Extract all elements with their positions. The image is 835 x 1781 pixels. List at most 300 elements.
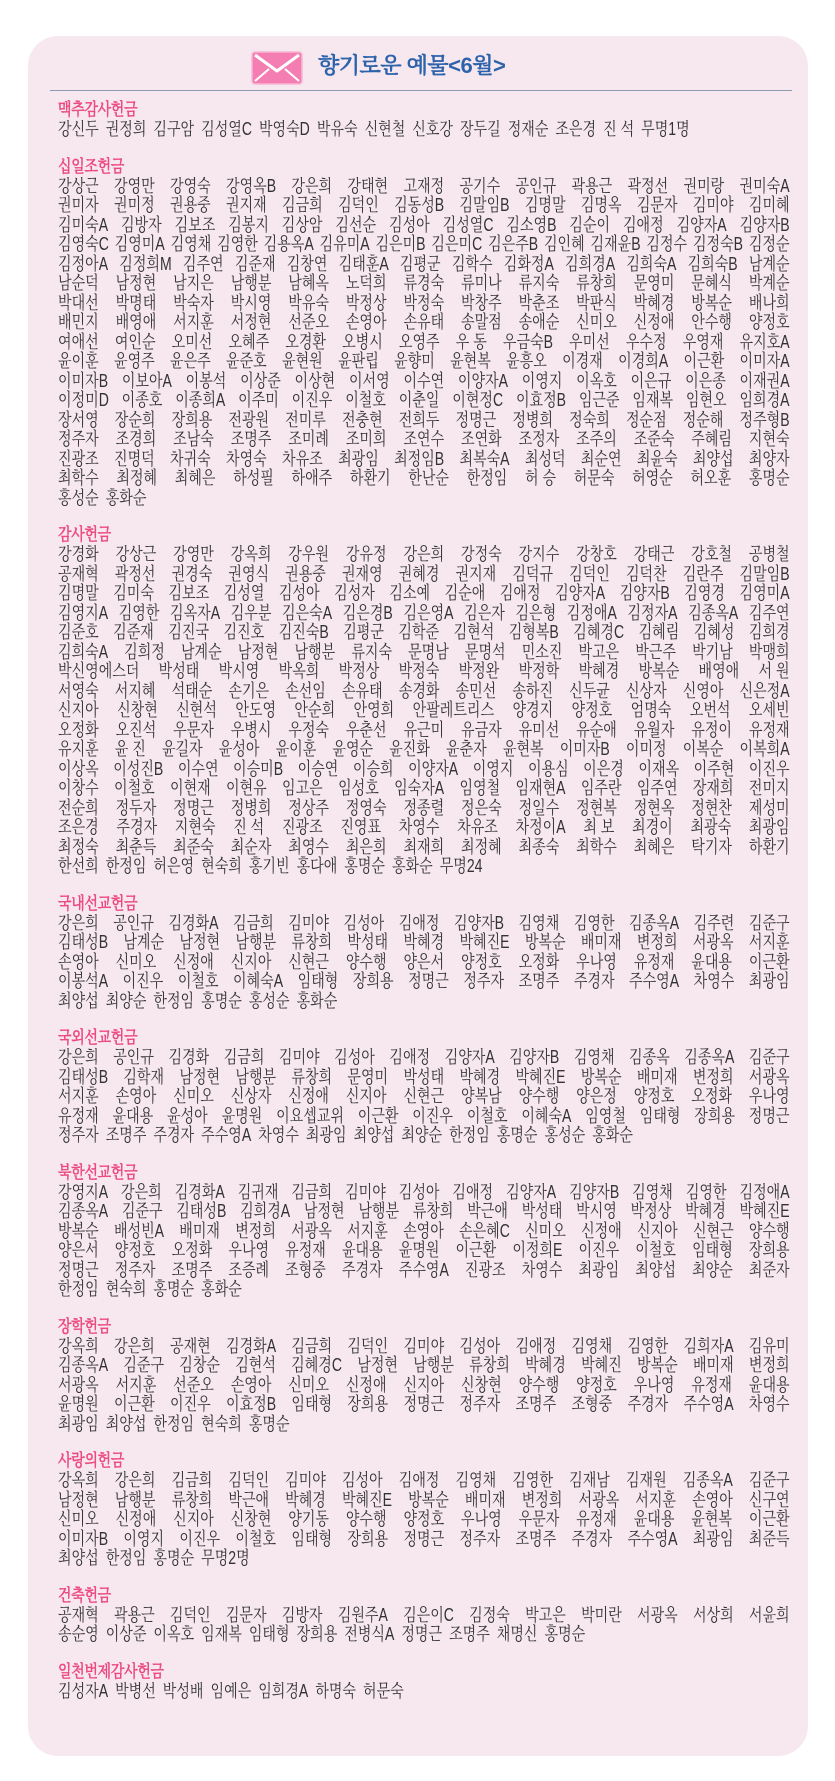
donor-name: 차유조 bbox=[282, 448, 323, 469]
donor-name: 서영숙 bbox=[58, 680, 99, 701]
donor-name: 김영채 bbox=[518, 913, 560, 933]
donor-name: 최양섭 bbox=[58, 1548, 99, 1568]
name-row bbox=[58, 1510, 790, 1530]
donor-name: 손유태 bbox=[341, 680, 383, 701]
donor-name: 김정애A bbox=[566, 602, 617, 623]
donor-name: 양기동 bbox=[288, 1509, 329, 1529]
donor-name: 강옥희 bbox=[58, 1471, 99, 1490]
donor-name: 김덕인 bbox=[169, 1605, 211, 1625]
donor-name: 김진호 bbox=[223, 622, 265, 642]
donor-name: 김은미C bbox=[431, 234, 483, 254]
donor-name: 홍명순 bbox=[496, 1125, 538, 1145]
donor-name: 전미루 bbox=[285, 409, 326, 430]
donor-name: 송민선 bbox=[455, 680, 497, 701]
donor-name-list bbox=[58, 1471, 790, 1569]
donor-name: 권미자 bbox=[58, 195, 99, 215]
donor-name: 신미오 bbox=[525, 1220, 566, 1241]
donor-name: 강은희 bbox=[291, 176, 333, 196]
donor-name: 김말임B bbox=[739, 563, 790, 584]
donor-name: 신지아 bbox=[637, 1220, 678, 1241]
donor-name: 변정희 bbox=[521, 1489, 563, 1510]
donor-name: 임태형 bbox=[692, 1240, 733, 1260]
donor-name: 전순희 bbox=[58, 797, 99, 818]
name-row bbox=[58, 294, 790, 314]
donor-name: 최양자 bbox=[748, 448, 790, 469]
donor-name: 김준호 bbox=[58, 622, 99, 642]
donor-name: 이혜숙A bbox=[521, 1105, 572, 1126]
donor-name: 고재정 bbox=[403, 176, 445, 196]
donor-name: 박근애 bbox=[467, 1201, 508, 1221]
donor-name: 정상주 bbox=[288, 797, 329, 818]
donor-name: 오정화 bbox=[171, 1240, 213, 1260]
donor-name: 서광옥 bbox=[291, 1220, 332, 1241]
donor-name: 강창호 bbox=[576, 545, 617, 564]
name-row bbox=[58, 1222, 790, 1242]
donor-name: 류창희 bbox=[291, 932, 333, 952]
donor-name: 김성아 bbox=[278, 583, 320, 603]
name-row bbox=[58, 120, 790, 140]
donor-name: 김형복B bbox=[508, 622, 559, 642]
donor-name: 정현복 bbox=[576, 797, 617, 818]
donor-name: 정현옥 bbox=[633, 797, 675, 818]
donor-name: 강영숙 bbox=[170, 176, 211, 196]
donor-name: 임성호 bbox=[338, 778, 379, 798]
donor-name: 최양섭 bbox=[353, 1125, 395, 1145]
donor-name: 류지숙 bbox=[518, 273, 560, 293]
donor-name: 김종옥A bbox=[629, 913, 680, 933]
donor-name: 홍명순 bbox=[344, 856, 385, 876]
donor-name: 손은혜C bbox=[459, 1220, 510, 1241]
donor-name: 김혜경C bbox=[573, 622, 625, 642]
donor-name: 홍명순 bbox=[544, 1624, 586, 1644]
donor-name: 현숙희 bbox=[201, 1413, 242, 1434]
donor-name: 이재옥 bbox=[638, 758, 680, 779]
donor-name: 장순희 bbox=[114, 409, 156, 430]
donor-name: 서광옥 bbox=[748, 1066, 790, 1087]
donor-name: 임태형 bbox=[291, 1528, 333, 1549]
donor-name: 김영채 bbox=[573, 1048, 615, 1067]
donor-name: 김혜림 bbox=[638, 622, 680, 642]
donor-name: 김양자A bbox=[444, 1048, 495, 1067]
donor-name: 선준오 bbox=[173, 1374, 214, 1395]
donor-name: 전희두 bbox=[398, 409, 440, 430]
donor-name: 김정아A bbox=[58, 253, 109, 274]
donor-name: 김덕인 bbox=[228, 1471, 270, 1490]
donor-name: 임태형 bbox=[297, 971, 339, 991]
donor-name: 이영지 bbox=[521, 370, 563, 391]
donor-name: 양정호 bbox=[571, 700, 613, 720]
donor-name: 문혜식 bbox=[691, 273, 733, 293]
donor-name: 김문자 bbox=[225, 1605, 267, 1625]
donor-name: 권재영 bbox=[341, 563, 383, 584]
donor-name: 김영채 bbox=[455, 1471, 497, 1490]
donor-name: 주수영A bbox=[683, 1394, 734, 1414]
donor-name: 박혜경 bbox=[403, 932, 445, 952]
donor-name: 손영아 bbox=[58, 951, 99, 972]
donor-name: 양은정 bbox=[576, 1086, 617, 1106]
donor-name: 최정혜 bbox=[116, 468, 158, 488]
donor-name: 박유숙 bbox=[288, 292, 329, 313]
donor-name: 임고은 bbox=[282, 778, 323, 798]
bulletin-panel bbox=[28, 36, 808, 1756]
donor-name: 박정숙 bbox=[403, 292, 445, 313]
donor-name-list bbox=[58, 914, 790, 1012]
donor-name: 우문자 bbox=[173, 719, 214, 740]
name-row bbox=[58, 1395, 790, 1415]
donor-name: 현숙희 bbox=[201, 856, 242, 876]
donor-name: 오경환 bbox=[285, 331, 326, 352]
donor-name: 이근환 bbox=[455, 1240, 497, 1260]
donor-name: 박시영 bbox=[218, 661, 260, 681]
offering-section bbox=[58, 1586, 790, 1645]
donor-name: 이진우 bbox=[748, 758, 790, 779]
donor-name: 이용심 bbox=[527, 758, 569, 779]
donor-name: 이복순 bbox=[682, 739, 724, 759]
donor-name: 신상자 bbox=[230, 1086, 272, 1106]
donor-name: 배미재 bbox=[179, 1220, 220, 1241]
donor-name: 정명근 bbox=[173, 797, 214, 818]
donor-name: 조증례 bbox=[228, 1259, 270, 1280]
donor-name: 정주자 bbox=[459, 1528, 501, 1549]
donor-name: 문명석 bbox=[464, 641, 506, 662]
donor-name: 남행분 bbox=[230, 273, 272, 293]
donor-name: 송순영 bbox=[58, 1624, 99, 1644]
donor-name: 권미랑 bbox=[683, 176, 725, 196]
name-row bbox=[58, 1241, 790, 1261]
donor-name: 이승연 bbox=[297, 758, 339, 779]
donor-name: 이근환 bbox=[748, 1509, 790, 1529]
donor-name: 홍명순 bbox=[748, 468, 790, 488]
donor-name: 최광임 bbox=[338, 448, 379, 469]
name-row bbox=[58, 972, 790, 992]
donor-name: 이진우 bbox=[291, 390, 333, 410]
donor-name: 김주연 bbox=[182, 253, 224, 274]
donor-name: 김태성B bbox=[58, 1066, 109, 1087]
donor-name: 김덕찬 bbox=[625, 563, 667, 584]
donor-name: 선준오 bbox=[288, 312, 329, 332]
donor-name: 정주자 bbox=[114, 1259, 156, 1280]
donor-name: 김덕인 bbox=[338, 195, 379, 215]
donor-name: 임예은 bbox=[210, 1681, 252, 1701]
donor-name: 양정호 bbox=[114, 1240, 156, 1260]
donor-name: 윤준호 bbox=[226, 351, 267, 371]
donor-name: 이양자A bbox=[457, 370, 508, 391]
donor-name: 우나영 bbox=[748, 1086, 790, 1106]
name-row bbox=[58, 565, 790, 585]
donor-name: 박성태 bbox=[347, 932, 389, 952]
donor-name: 오혜주 bbox=[228, 331, 270, 352]
donor-name: 임현오 bbox=[685, 390, 727, 410]
donor-name: 조명주 bbox=[449, 1624, 490, 1644]
donor-name-list bbox=[58, 1337, 790, 1435]
donor-name: 남정현 bbox=[303, 1201, 345, 1221]
offering-section bbox=[58, 1317, 790, 1435]
donor-name: 이미자B bbox=[559, 739, 610, 759]
name-row bbox=[58, 1280, 790, 1300]
donor-name: 곽정선 bbox=[114, 563, 156, 584]
donor-name: 강상근 bbox=[115, 545, 157, 564]
donor-name: 이미자B bbox=[58, 1528, 109, 1549]
donor-name: 양수행 bbox=[748, 1220, 790, 1241]
donor-name: 김동성B bbox=[394, 195, 445, 215]
donor-name: 김미야 bbox=[692, 195, 734, 215]
donor-name: 채명신 bbox=[496, 1624, 538, 1644]
donor-name: 박혜경 bbox=[633, 292, 675, 313]
donor-name: 우병시 bbox=[230, 719, 272, 740]
donor-name: 최순자 bbox=[230, 836, 272, 857]
donor-name: 김영한 bbox=[573, 913, 615, 933]
donor-name: 남행분 bbox=[413, 1355, 454, 1375]
donor-name: 이영지 bbox=[123, 1528, 165, 1549]
name-row bbox=[58, 1491, 790, 1511]
donor-name: 안수행 bbox=[691, 312, 733, 332]
donor-name: 신현근 bbox=[692, 1220, 734, 1241]
donor-name: 곽용근 bbox=[571, 176, 613, 196]
donor-name: 지현숙 bbox=[748, 429, 790, 449]
donor-name: 김양자B bbox=[509, 1048, 560, 1067]
donor-name: 이상준 bbox=[105, 1624, 147, 1644]
donor-name: 양은서 bbox=[403, 951, 445, 972]
donor-name: 김영한 bbox=[512, 1471, 554, 1490]
donor-name: 신호강 bbox=[412, 120, 453, 139]
donor-name: 주수영A bbox=[629, 971, 680, 991]
donor-name: 강태현 bbox=[347, 176, 389, 196]
donor-name: 이현유 bbox=[226, 778, 267, 798]
donor-name: 정명근 bbox=[748, 1105, 790, 1126]
donor-name: 김성아 bbox=[334, 1048, 375, 1067]
donor-name: 김영한 bbox=[118, 602, 160, 623]
donor-name: 방복순 bbox=[637, 1355, 678, 1375]
donor-name: 신영아 bbox=[682, 680, 724, 701]
donor-name: 박혜경 bbox=[285, 1489, 326, 1510]
section-heading: 맥추감사헌금 bbox=[58, 100, 138, 119]
donor-name: 조미례 bbox=[288, 429, 329, 449]
donor-name: 유금자 bbox=[461, 719, 502, 740]
donor-name: 장희용 bbox=[748, 1240, 790, 1260]
page-title: 향기로운 예물<6월> bbox=[318, 53, 506, 78]
donor-name: 유지훈 bbox=[58, 739, 99, 759]
donor-name: 공인규 bbox=[113, 1048, 154, 1067]
offering-section bbox=[58, 157, 790, 509]
donor-name: 박병선 bbox=[115, 1681, 156, 1701]
donor-name: 이경희A bbox=[618, 351, 669, 371]
donor-name: 김성아 bbox=[343, 913, 385, 933]
donor-name: 김미숙 bbox=[113, 583, 154, 603]
offering-section bbox=[58, 1451, 790, 1569]
donor-name: 정주형B bbox=[739, 409, 790, 430]
donor-name: 이효정B bbox=[226, 1394, 277, 1414]
donor-name: 권용중 bbox=[285, 563, 326, 584]
donor-name: 차영수 bbox=[258, 1125, 299, 1145]
donor-name: 서광옥 bbox=[692, 932, 734, 952]
donor-name: 이봉석A bbox=[58, 971, 109, 991]
donor-name: 이주현 bbox=[693, 758, 735, 779]
donor-name: 이진우 bbox=[578, 1240, 620, 1260]
donor-name: 조명주 bbox=[171, 1259, 213, 1280]
donor-name: 서지혜 bbox=[114, 680, 156, 701]
donor-name: 전광원 bbox=[228, 409, 270, 430]
donor-name: 박성배 bbox=[162, 1681, 204, 1701]
donor-name: 유순애 bbox=[576, 719, 617, 740]
donor-name: 정숙희 bbox=[569, 409, 610, 430]
donor-name-list bbox=[58, 1606, 790, 1645]
donor-name: 조연화 bbox=[461, 429, 502, 449]
donor-name: 박시영 bbox=[230, 292, 272, 313]
donor-name: 유정재 bbox=[748, 719, 790, 740]
donor-name: 우나영 bbox=[576, 951, 617, 972]
donor-name: 김영미A bbox=[114, 234, 165, 254]
donor-name: 박혜경 bbox=[525, 1355, 566, 1375]
donor-name: 최광숙 bbox=[690, 817, 732, 837]
donor-name: 김준재 bbox=[234, 253, 276, 274]
donor-name: 김진숙B bbox=[278, 622, 329, 642]
donor-name: 김은경B bbox=[342, 602, 393, 623]
offering-section bbox=[58, 894, 790, 1012]
donor-name: 우나영 bbox=[633, 1374, 675, 1395]
donor-name: 홍명순 bbox=[248, 1413, 290, 1434]
donor-name: 김준재 bbox=[113, 622, 154, 642]
donor-name: 이철호 bbox=[114, 778, 155, 798]
donor-name: 주경자 bbox=[571, 1528, 613, 1549]
name-row bbox=[58, 489, 790, 509]
name-row bbox=[58, 953, 790, 973]
donor-name: 문영미 bbox=[347, 1066, 389, 1087]
donor-name: 권용중 bbox=[170, 195, 211, 215]
donor-name: 박고은 bbox=[578, 641, 620, 662]
donor-name: 김태성B bbox=[58, 932, 109, 952]
donor-name: 김영채 bbox=[632, 1182, 673, 1202]
donor-name: 정명근 bbox=[401, 1624, 443, 1644]
donor-name: 김창연 bbox=[286, 253, 328, 274]
donor-name: 이상현 bbox=[294, 370, 336, 391]
donor-name: 권혜경 bbox=[398, 563, 440, 584]
donor-name: 이진우 bbox=[412, 1105, 453, 1126]
donor-name: 우정숙 bbox=[288, 719, 329, 740]
donor-name: 강은희 bbox=[121, 1182, 162, 1202]
donor-name: 김희경A bbox=[240, 1201, 291, 1221]
donor-name: 정주자 bbox=[58, 1125, 99, 1145]
donor-name: 최춘득 bbox=[115, 836, 157, 857]
donor-name: 서지훈 bbox=[115, 1374, 157, 1395]
donor-name: 김준구 bbox=[121, 1201, 163, 1221]
donor-name: 김애정 bbox=[515, 1336, 557, 1356]
name-row bbox=[58, 274, 790, 294]
donor-name: 공병철 bbox=[748, 545, 790, 564]
name-row bbox=[58, 177, 790, 197]
donor-name: 김말임B bbox=[459, 195, 510, 215]
donor-name: 김귀재 bbox=[237, 1182, 279, 1202]
donor-name: 무명2명 bbox=[201, 1548, 250, 1568]
donor-name: 서지훈 bbox=[635, 1489, 676, 1510]
name-row bbox=[58, 933, 790, 953]
donor-name: 장희용 bbox=[347, 1394, 389, 1414]
name-row bbox=[58, 333, 790, 353]
donor-name: 박계순 bbox=[748, 273, 790, 293]
donor-name: 김준구 bbox=[748, 913, 790, 933]
donor-name: 진 석 bbox=[603, 120, 635, 139]
donor-name: 조준숙 bbox=[633, 429, 675, 449]
donor-name: 진광조 bbox=[281, 817, 323, 837]
donor-name: 장두길 bbox=[459, 120, 501, 139]
donor-name: 진광조 bbox=[464, 1259, 506, 1280]
donor-name: 장희용 bbox=[296, 1624, 338, 1644]
donor-name: 손영아 bbox=[345, 312, 387, 332]
donor-name: 박판식 bbox=[576, 292, 617, 313]
donor-name: 우수정 bbox=[625, 331, 667, 352]
name-row bbox=[58, 372, 790, 392]
donor-name: 김구암 bbox=[153, 120, 195, 139]
donor-name: 류창희 bbox=[171, 1489, 213, 1510]
donor-name: 박혜진 bbox=[581, 1355, 622, 1375]
donor-name: 한정임 bbox=[466, 468, 508, 488]
name-row bbox=[58, 721, 790, 741]
offering-section bbox=[58, 525, 790, 877]
donor-name: 윤이훈 bbox=[58, 351, 99, 371]
donor-name: 강은희 bbox=[58, 913, 99, 933]
donor-name: 손영아 bbox=[115, 1086, 157, 1106]
donor-name: 이근환 bbox=[114, 1394, 155, 1414]
donor-name: 최양섭 bbox=[692, 448, 734, 469]
donor-name: 김영한 bbox=[685, 1182, 727, 1202]
name-row bbox=[58, 838, 790, 858]
donor-name: 김현석 bbox=[235, 1355, 276, 1375]
donor-name: 남혜옥 bbox=[288, 273, 329, 293]
section-heading: 감사헌금 bbox=[58, 525, 111, 544]
donor-name: 이복희A bbox=[739, 739, 790, 759]
donor-name: 김방자 bbox=[281, 1605, 323, 1625]
name-row bbox=[58, 235, 790, 255]
donor-name: 정병희 bbox=[512, 409, 554, 430]
name-row bbox=[58, 1048, 790, 1068]
donor-name: 차영수 bbox=[398, 817, 440, 837]
donor-name: 류창희 bbox=[412, 1201, 454, 1221]
name-row bbox=[58, 255, 790, 275]
donor-name: 박정완 bbox=[458, 661, 500, 681]
donor-name: 김우분 bbox=[230, 602, 272, 623]
donor-name: 하환기 bbox=[349, 468, 391, 488]
donor-name: 강영만 bbox=[114, 176, 155, 196]
name-row bbox=[58, 1682, 790, 1702]
donor-name: 배민지 bbox=[58, 312, 99, 332]
donor-name: 권경숙 bbox=[171, 563, 213, 584]
donor-name: 김희경 bbox=[748, 622, 790, 642]
donor-name: 이창수 bbox=[58, 778, 99, 798]
donor-name: 양은서 bbox=[58, 1240, 99, 1260]
name-row bbox=[58, 1376, 790, 1396]
donor-name: 여애선 bbox=[58, 331, 99, 352]
donor-name: 김재원 bbox=[625, 1471, 667, 1490]
donor-name: 이종호 bbox=[121, 390, 163, 410]
donor-name: 윤현원 bbox=[282, 351, 323, 371]
donor-name: 류창희 bbox=[469, 1355, 510, 1375]
donor-name: 윤성아 bbox=[218, 739, 260, 759]
name-row bbox=[58, 1530, 790, 1550]
donor-name: 김경화A bbox=[168, 913, 219, 933]
donor-name: 이요셉교위 bbox=[276, 1105, 344, 1126]
donor-name: 임태형 bbox=[639, 1105, 681, 1126]
donor-name: 손영아 bbox=[692, 1489, 733, 1510]
donor-name: 김성아 bbox=[341, 1471, 383, 1490]
donor-name: 최준득 bbox=[748, 1528, 790, 1549]
donor-name: 조명주 bbox=[515, 1394, 557, 1414]
donor-name: 진영표 bbox=[340, 817, 382, 837]
donor-name: 서윤희 bbox=[748, 1605, 790, 1625]
donor-name: 정종렬 bbox=[403, 797, 445, 818]
donor-name: 신정애 bbox=[115, 1509, 157, 1529]
donor-name: 하성필 bbox=[233, 468, 274, 488]
name-row bbox=[58, 430, 790, 450]
donor-name: 강지수 bbox=[518, 545, 560, 564]
